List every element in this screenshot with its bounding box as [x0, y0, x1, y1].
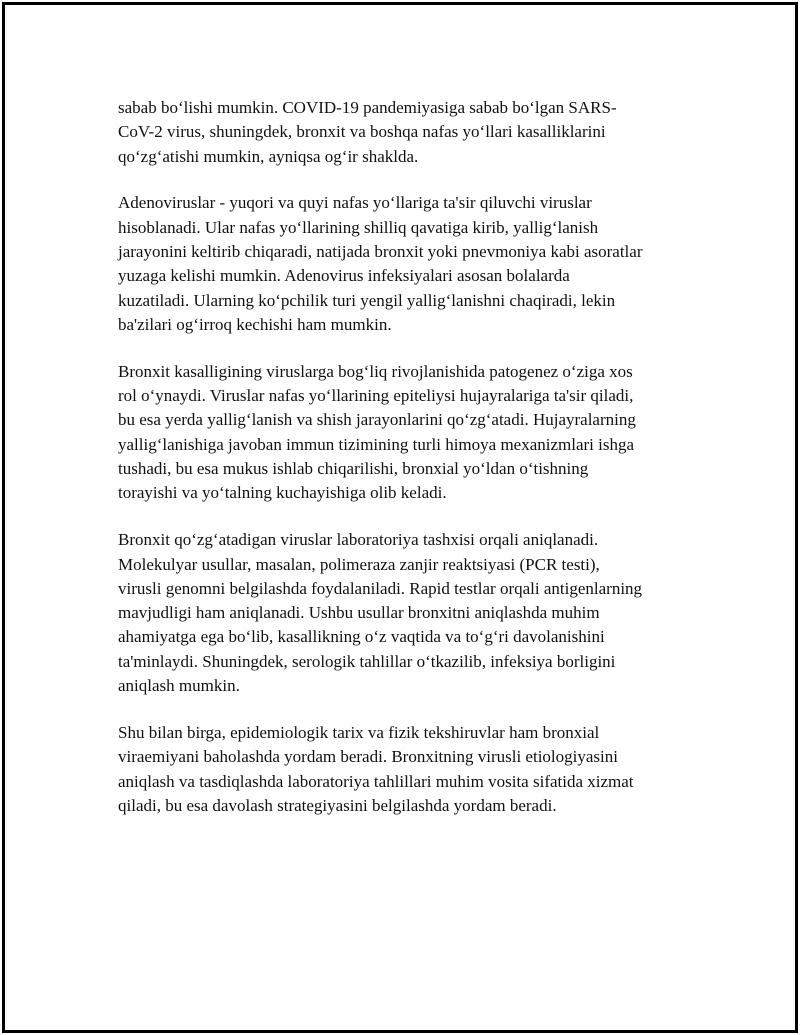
text-line: aniqlash mumkin. — [118, 676, 240, 696]
text-line: CoV-2 virus, shuningdek, bronxit va boshqa nafas yo‘llari kasalliklarini — [118, 122, 606, 142]
text-line: tushadi, bu esa mukus ishlab chiqarilishi, bronxial yo‘ldan o‘tishning — [118, 459, 589, 479]
text-line: yallig‘lanishiga javoban immun tizimining turli himoya mexanizmlari ishga — [118, 434, 635, 454]
text-line: yuzaga kelishi mumkin. Adenovirus infeksiyalari asosan bolalarda — [118, 266, 570, 286]
text-line: ta'minlaydi. Shuningdek, serologik tahlillar o‘tkazilib, infeksiya borligini — [118, 651, 616, 671]
paragraph-1 — [118, 96, 718, 169]
text-line: ba'zilari og‘irroq kechishi ham mumkin. — [118, 314, 392, 334]
paragraph-4 — [118, 528, 718, 698]
text-line: Bronxit kasalligining viruslarga bog‘liq rivojlanishida patogenez o‘ziga xos — [118, 361, 633, 381]
text-line: bu esa yerda yallig‘lanish va shish jarayonlarini qo‘zg‘atadi. Hujayralarning — [118, 410, 636, 430]
text-line: rol o‘ynaydi. Viruslar nafas yo‘llarining epiteliysi hujayralariga ta'sir qiladi, — [118, 386, 634, 406]
text-line: Bronxit qo‘zg‘atadigan viruslar laboratoriya tashxisi orqali aniqlanadi. — [118, 530, 599, 550]
text-line: hisoblanadi. Ular nafas yo‘llarining shilliq qavatiga kirib, yallig‘lanish — [118, 217, 599, 237]
text-line: jarayonini keltirib chiqaradi, natijada bronxit yoki pnevmoniya kabi asoratlar — [118, 242, 643, 262]
paragraph-2 — [118, 191, 718, 337]
text-line: mavjudligi ham aniqlanadi. Ushbu usullar bronxitni aniqlashda muhim — [118, 603, 600, 623]
text-line: Molekulyar usullar, masalan, polimeraza zanjir reaktsiyasi (PCR testi), — [118, 554, 600, 574]
text-line: qo‘zg‘atishi mumkin, ayniqsa og‘ir shaklda. — [118, 146, 419, 166]
text-line: sabab bo‘lishi mumkin. COVID-19 pandemiyasiga sabab bo‘lgan SARS- — [118, 98, 617, 117]
text-line: viraemiyani baholashda yordam beradi. Bronxitning virusli etiologiyasini — [118, 747, 618, 767]
document-body — [118, 96, 718, 841]
text-line: qiladi, bu esa davolash strategiyasini belgilashda yordam beradi. — [118, 795, 557, 815]
text-line: Adenoviruslar - yuqori va quyi nafas yo‘llariga ta'sir qiluvchi viruslar — [118, 193, 592, 213]
paragraph-5 — [118, 721, 718, 818]
paragraph-3 — [118, 360, 718, 506]
text-line: ahamiyatga ega bo‘lib, kasallikning o‘z vaqtida va to‘g‘ri davolanishini — [118, 627, 605, 647]
text-line: Shu bilan birga, epidemiologik tarix va fizik tekshiruvlar ham bronxial — [118, 722, 600, 742]
text-line: kuzatiladi. Ularning ko‘pchilik turi yengil yallig‘lanishni chaqiradi, lekin — [118, 290, 616, 310]
text-line: aniqlash va tasdiqlashda laboratoriya tahlillari muhim vosita sifatida xizmat — [118, 771, 634, 791]
text-line: virusli genomni belgilashda foydalaniladi. Rapid testlar orqali antigenlarning — [118, 578, 643, 598]
text-line: torayishi va yo‘talning kuchayishiga olib keladi. — [118, 483, 447, 503]
